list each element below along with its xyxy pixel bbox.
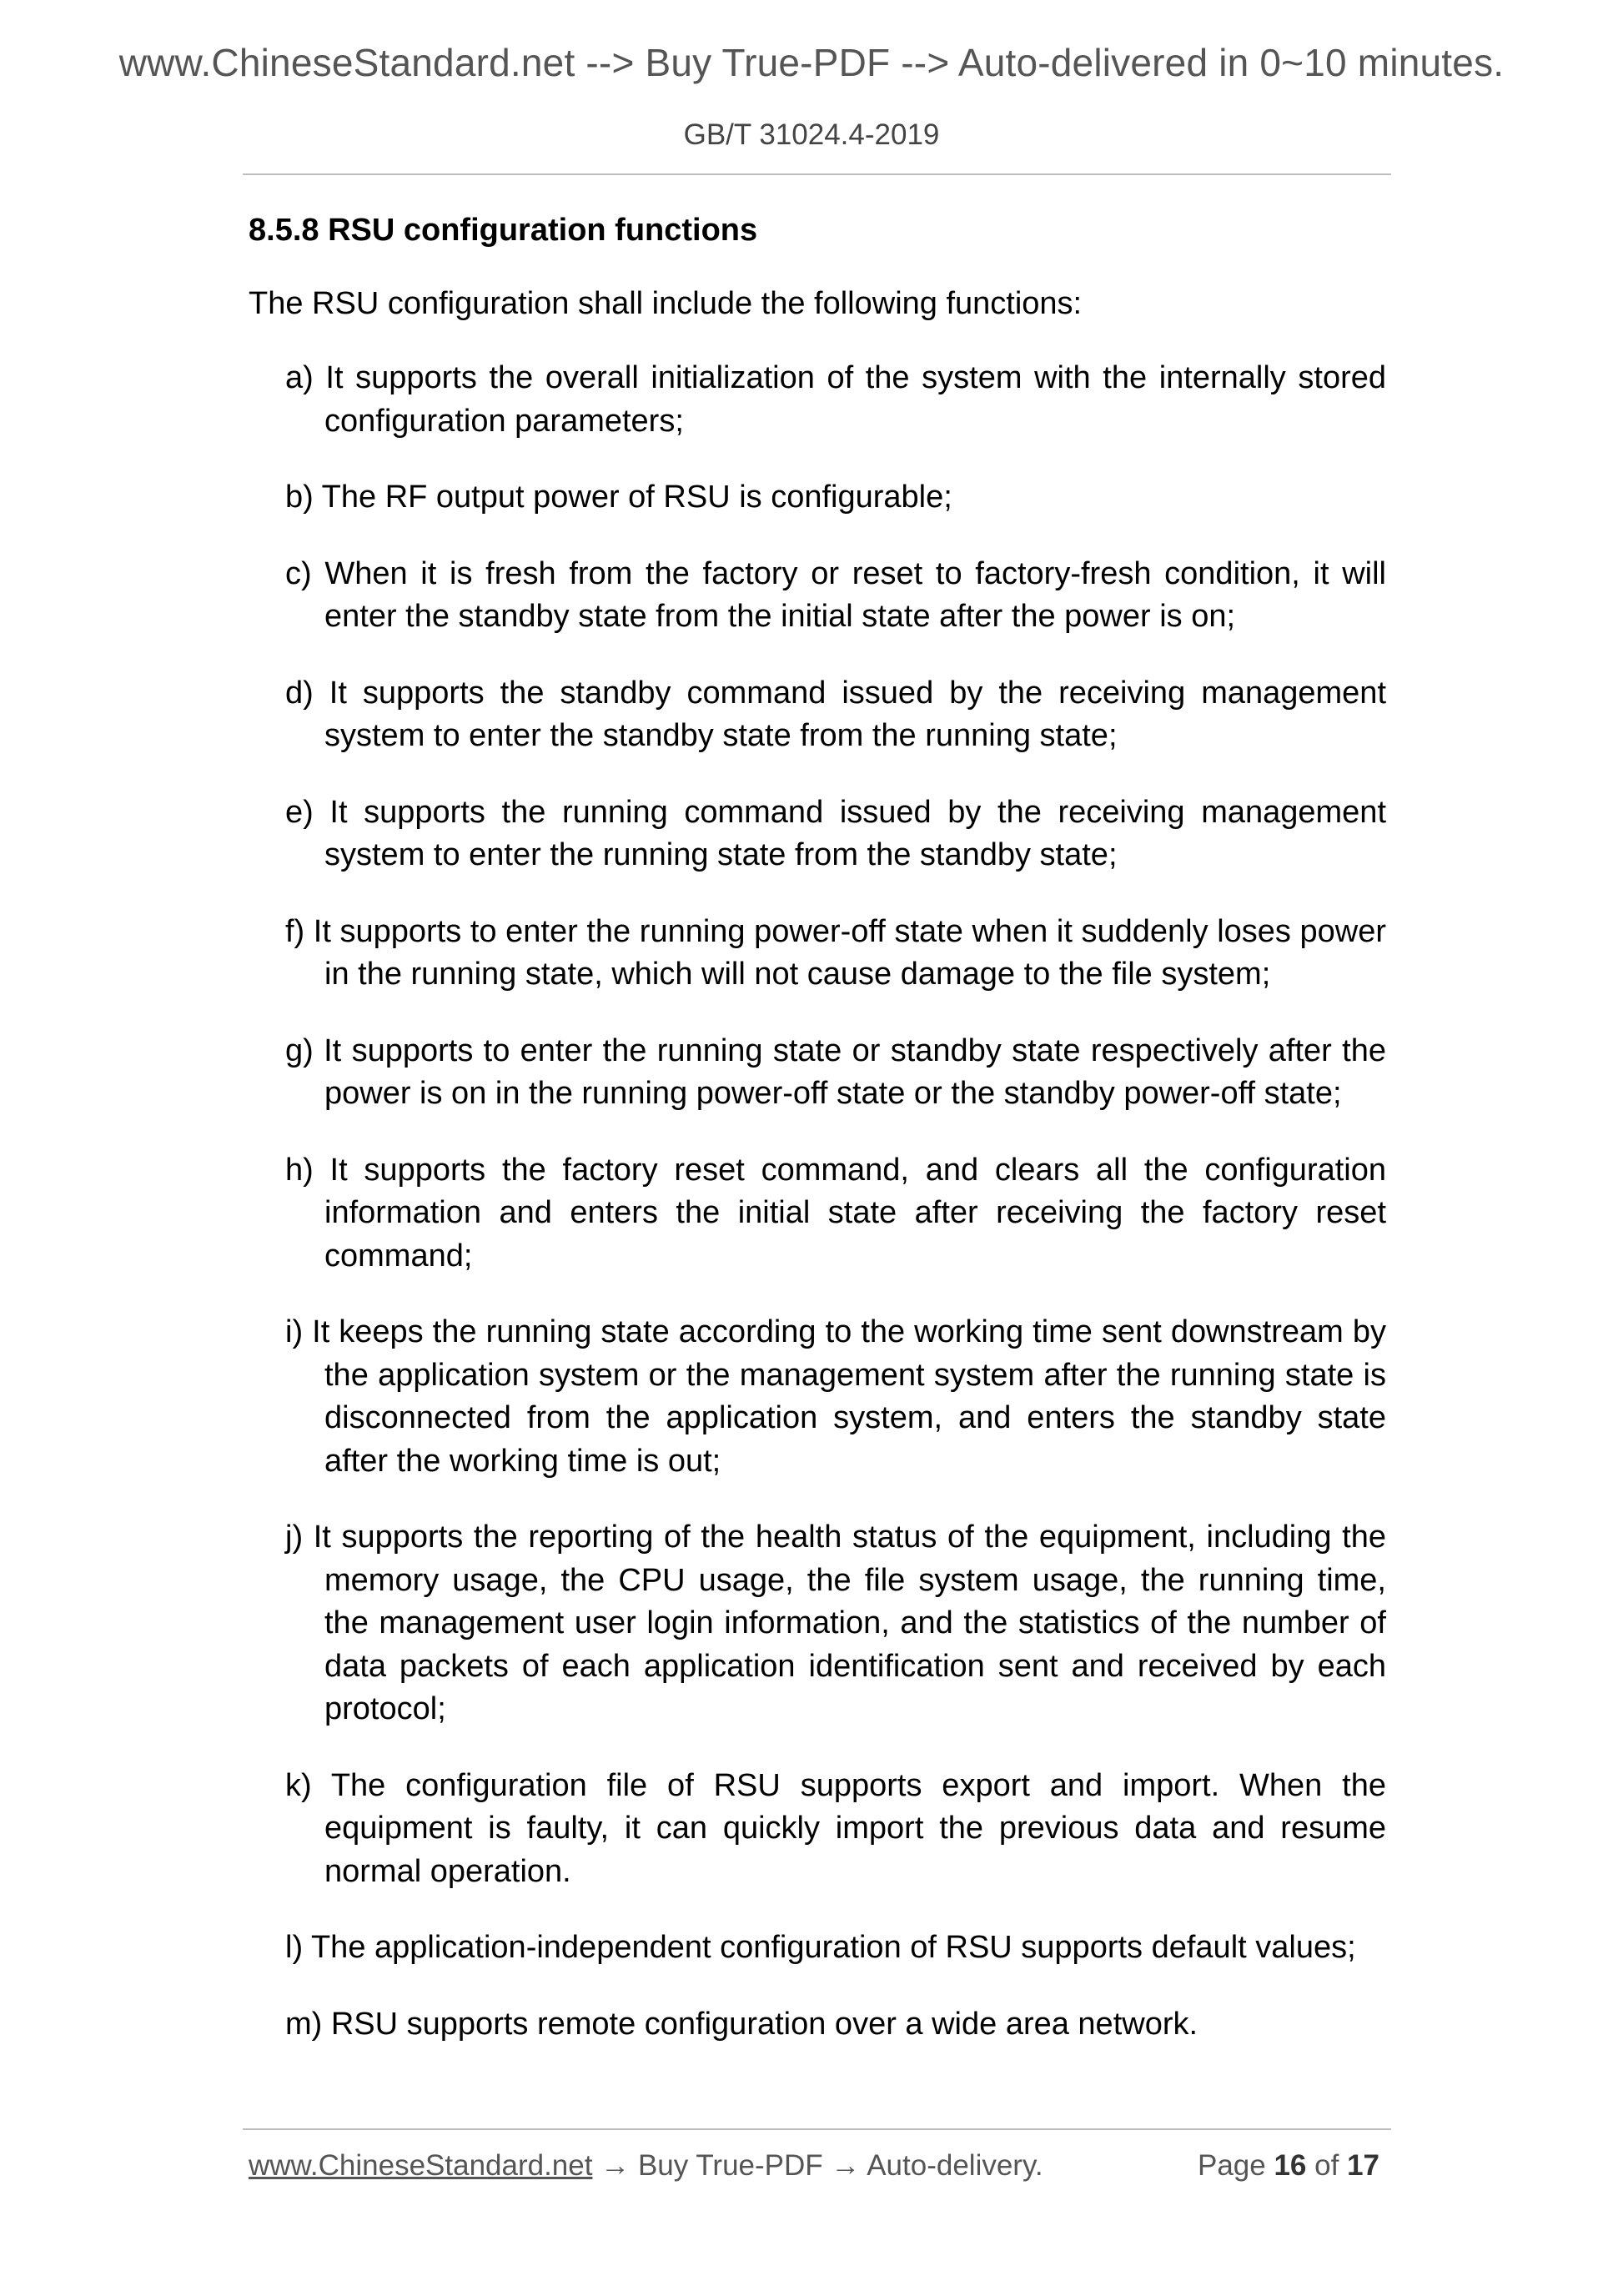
page-of-label: of — [1314, 2149, 1339, 2182]
list-item-f: f) It supports to enter the running power-off state when it suddenly loses power in the running state, which will not cause damage to the file system; — [285, 913, 1386, 992]
arrow-right-icon: → — [831, 2149, 861, 2182]
list-item-k: k) The configuration file of RSU supports export and import. When the equipment is faulty, it can quickly import the previous data and resume normal operation. — [285, 1767, 1386, 1889]
arrow-right-icon: → — [600, 2149, 631, 2182]
list-item-g: g) It supports to enter the running state or standby state respectively after the power is on in the running power-off state or the standby power-off state; — [285, 1032, 1386, 1111]
list-item-e: e) It supports the running command issued by the receiving management system to enter the running state from the standby state; — [285, 794, 1386, 872]
document-body — [249, 208, 1386, 2079]
auto-delivery-text: Auto-delivery. — [867, 2149, 1043, 2182]
page-total: 17 — [1347, 2149, 1379, 2182]
site-banner: www.ChineseStandard.net --> Buy True-PDF --> Auto-delivered in 0~10 minutes. — [118, 41, 1505, 84]
site-link[interactable]: www.ChineseStandard.net — [249, 2149, 593, 2182]
standard-number: GB/T 31024.4-2019 — [683, 118, 940, 151]
page-label: Page — [1197, 2149, 1266, 2182]
footer-links — [249, 2147, 1043, 2185]
footer-divider — [243, 2128, 1391, 2130]
list-item-l: l) The application-independent configuration of RSU supports default values; — [285, 1930, 1356, 1965]
list-item-b: b) The RF output power of RSU is configurable; — [285, 480, 952, 515]
list-item-j: j) It supports the reporting of the health status of the equipment, including the memory usage, the CPU usage, the file system usage, the running time, the management user login information, and the statistics of the number of data packets of each application identification sent and received by each protocol; — [285, 1520, 1386, 1726]
list-item-d: d) It supports the standby command issued by the receiving management system to enter the standby state from the running state; — [285, 675, 1386, 753]
section-heading: 8.5.8 RSU configuration functions — [249, 213, 758, 248]
buy-true-pdf-text: Buy True-PDF — [637, 2149, 823, 2182]
list-item-c: c) When it is fresh from the factory or reset to factory-fresh condition, it will enter the standby state from the initial state after the power is on; — [285, 555, 1386, 634]
header-divider — [243, 173, 1391, 175]
page-current: 16 — [1274, 2149, 1307, 2182]
list-item-m: m) RSU supports remote configuration over a wide area network. — [285, 2006, 1198, 2042]
list-item-h: h) It supports the factory reset command, and clears all the configuration information and enters the initial state after receiving the factory reset command; — [285, 1152, 1386, 1274]
list-item-a: a) It supports the overall initialization of the system with the internally stored configuration parameters; — [285, 360, 1386, 439]
function-list — [285, 357, 1386, 2046]
list-item-i: i) It keeps the running state according to the working time sent downstream by the application system or the management system after the running state is disconnected from the application system, and enters the standby state after the working time is out; — [285, 1314, 1386, 1479]
section-intro: The RSU configuration shall include the following functions: — [249, 286, 1083, 321]
page-indicator — [1198, 2147, 1379, 2185]
